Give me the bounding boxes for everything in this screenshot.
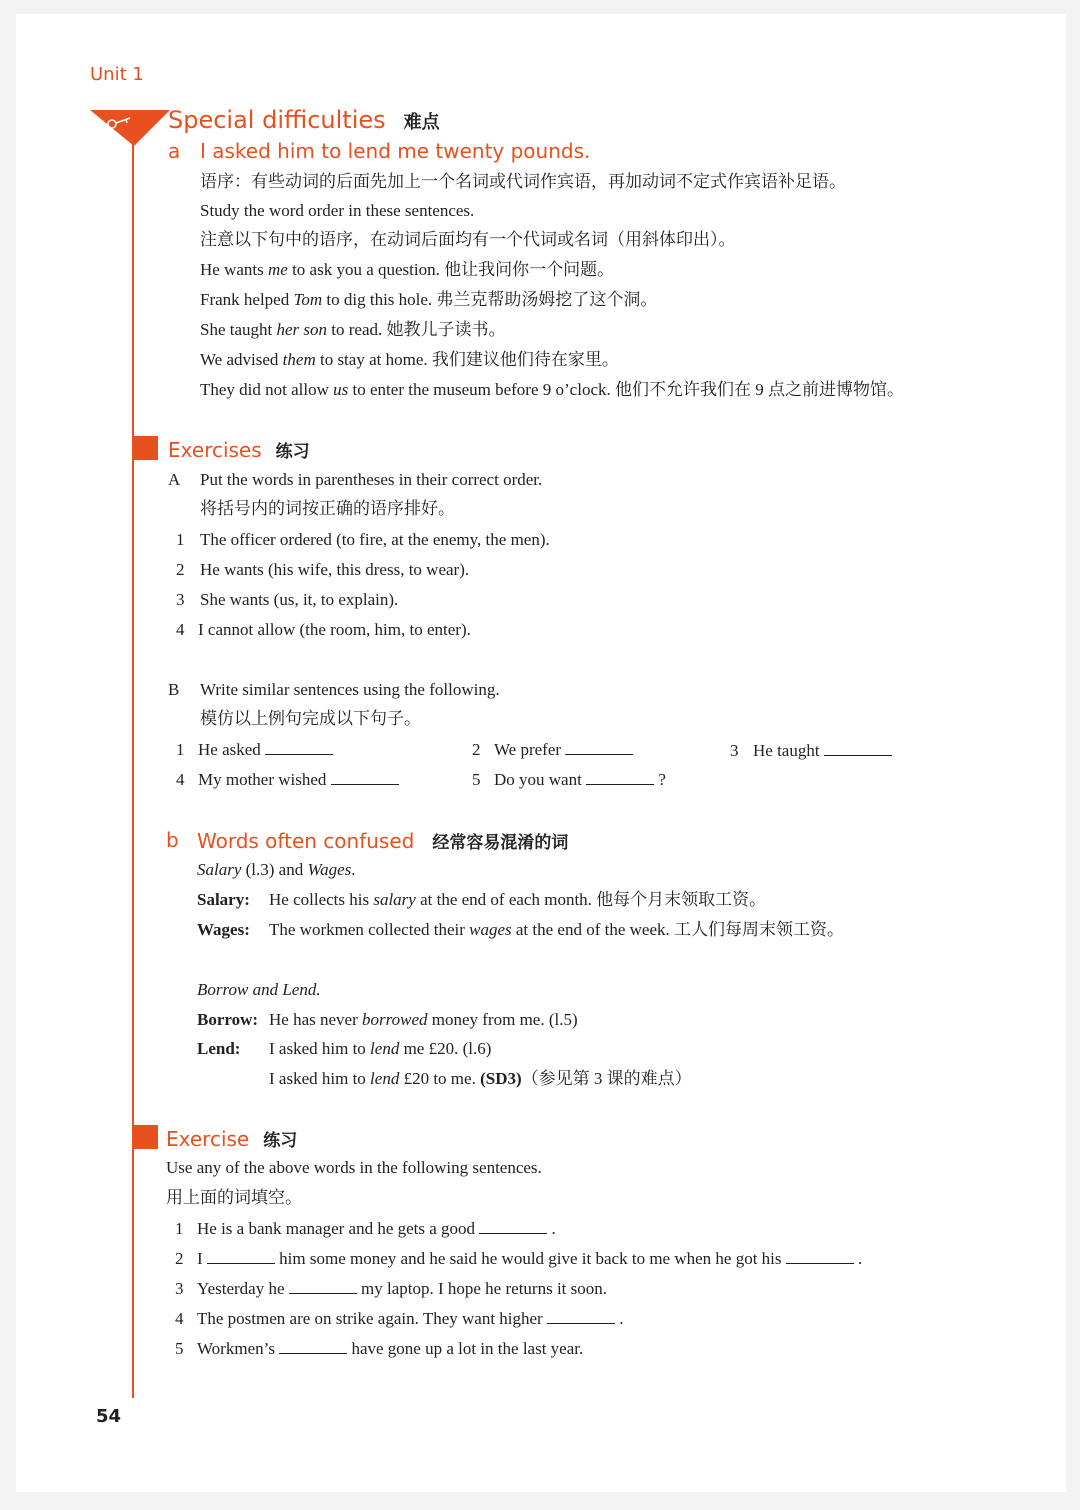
item-number: 4 xyxy=(176,620,185,639)
item-number: 3 xyxy=(176,590,185,609)
item-number: 3 xyxy=(175,1279,184,1298)
example-sentence: He wants me to ask you a question. 他让我问你一个问题。 xyxy=(200,260,615,279)
instruction-cn: 将括号内的词按正确的语序排好。 xyxy=(200,499,455,518)
sub-letter-a: a xyxy=(168,139,181,163)
item-number: 2 xyxy=(472,740,481,759)
item-number: 1 xyxy=(176,740,185,759)
answer-blank[interactable] xyxy=(565,740,633,755)
section-title-special: Special difficulties 难点 xyxy=(168,106,440,134)
section-title-exercise: Exercise 练习 xyxy=(166,1127,298,1151)
example-sentence: She taught her son to read. 她教儿子读书。 xyxy=(200,320,506,339)
answer-blank[interactable] xyxy=(824,741,892,756)
text-line: 语序：有些动词的后面先加上一个名词或代词作宾语，再加动词不定式作宾语补足语。 xyxy=(200,172,846,191)
sub-title-a: I asked him to lend me twenty pounds. xyxy=(200,139,591,163)
term-example: The workmen collected their wages at the end of the week. 工人们每周末领工资。 xyxy=(269,920,845,939)
intro-line: Borrow and Lend. xyxy=(197,980,321,999)
margin-rule xyxy=(132,120,134,1398)
exercise-item: The postmen are on strike again. They want higher . xyxy=(197,1309,624,1328)
intro-line: Salary (l.3) and Wages. xyxy=(197,860,356,879)
exercise-item: He taught xyxy=(753,740,892,762)
answer-blank[interactable] xyxy=(479,1219,547,1234)
exercise-item: She wants (us, it, to explain). xyxy=(200,590,399,609)
term-label: Wages: xyxy=(197,920,250,939)
exercise-item: Workmen’s have gone up a lot in the last year. xyxy=(197,1339,584,1358)
term-example: He collects his salary at the end of each month. 他每个月末领取工资。 xyxy=(269,890,767,909)
item-number: 3 xyxy=(730,741,739,760)
answer-blank[interactable] xyxy=(207,1249,275,1264)
item-number: 5 xyxy=(472,770,481,789)
term-example: I asked him to lend £20 to me. (SD3)（参见第 3 课的难点） xyxy=(269,1069,692,1088)
item-number: 5 xyxy=(175,1339,184,1358)
item-number: 4 xyxy=(176,770,185,789)
exercise-item: My mother wished xyxy=(198,769,399,791)
item-number: 1 xyxy=(175,1219,184,1238)
answer-blank[interactable] xyxy=(289,1279,357,1294)
section-marker xyxy=(134,1125,158,1149)
item-number: 4 xyxy=(175,1309,184,1328)
instruction: Write similar sentences using the following. xyxy=(200,680,500,699)
section-title-exercises: Exercises 练习 xyxy=(168,438,310,462)
term-label: Lend: xyxy=(197,1039,241,1058)
exercise-item: He is a bank manager and he gets a good . xyxy=(197,1219,556,1238)
term-example: I asked him to lend me £20. (l.6) xyxy=(269,1039,492,1058)
answer-blank[interactable] xyxy=(331,770,399,785)
item-number: 2 xyxy=(176,560,185,579)
exercise-item: He wants (his wife, this dress, to wear). xyxy=(200,560,470,579)
exercise-label-a: A xyxy=(168,470,181,489)
exercise-item: He asked xyxy=(198,739,333,761)
example-sentence: They did not allow us to enter the museum before 9 o’clock. 他们不允许我们在 9 点之前进博物馆。 xyxy=(200,380,904,399)
answer-blank[interactable] xyxy=(547,1309,615,1324)
exercise-item: Do you want ? xyxy=(494,770,666,789)
text-line: Study the word order in these sentences. xyxy=(200,201,475,220)
key-triangle-icon xyxy=(90,110,170,146)
item-number: 2 xyxy=(175,1249,184,1268)
sub-letter-b: b xyxy=(166,828,179,852)
term-example: He has never borrowed money from me. (l.5) xyxy=(269,1010,578,1029)
exercise-item: Yesterday he my laptop. I hope he returns it soon. xyxy=(197,1279,608,1298)
answer-blank[interactable] xyxy=(786,1249,854,1264)
exercise-item: I cannot allow (the room, him, to enter). xyxy=(198,620,471,639)
section-marker xyxy=(134,436,158,460)
instruction: Put the words in parentheses in their correct order. xyxy=(200,470,543,489)
answer-blank[interactable] xyxy=(265,740,333,755)
example-sentence: We advised them to stay at home. 我们建议他们待在家里。 xyxy=(200,350,619,369)
sub-title-b: Words often confused 经常容易混淆的词 xyxy=(197,829,569,853)
exercise-item: The officer ordered (to fire, at the enemy, the men). xyxy=(200,530,550,549)
exercise-label-b: B xyxy=(168,680,180,699)
instruction-cn: 用上面的词填空。 xyxy=(166,1188,302,1207)
text-line: 注意以下句中的语序，在动词后面均有一个代词或名词（用斜体印出）。 xyxy=(200,230,736,249)
answer-blank[interactable] xyxy=(279,1339,347,1354)
term-label: Borrow: xyxy=(197,1010,259,1029)
instruction: Use any of the above words in the following sentences. xyxy=(166,1158,542,1177)
item-number: 1 xyxy=(176,530,185,549)
example-sentence: Frank helped Tom to dig this hole. 弗兰克帮助汤姆挖了这个洞。 xyxy=(200,290,658,309)
term-label: Salary: xyxy=(197,890,250,909)
unit-label: Unit 1 xyxy=(90,64,144,85)
answer-blank[interactable] xyxy=(586,770,654,785)
instruction-cn: 模仿以上例句完成以下句子。 xyxy=(200,709,421,728)
exercise-item: I him some money and he said he would give it back to me when he got his . xyxy=(197,1249,863,1268)
page-number: 54 xyxy=(96,1406,122,1427)
exercise-item: We prefer xyxy=(494,739,633,761)
